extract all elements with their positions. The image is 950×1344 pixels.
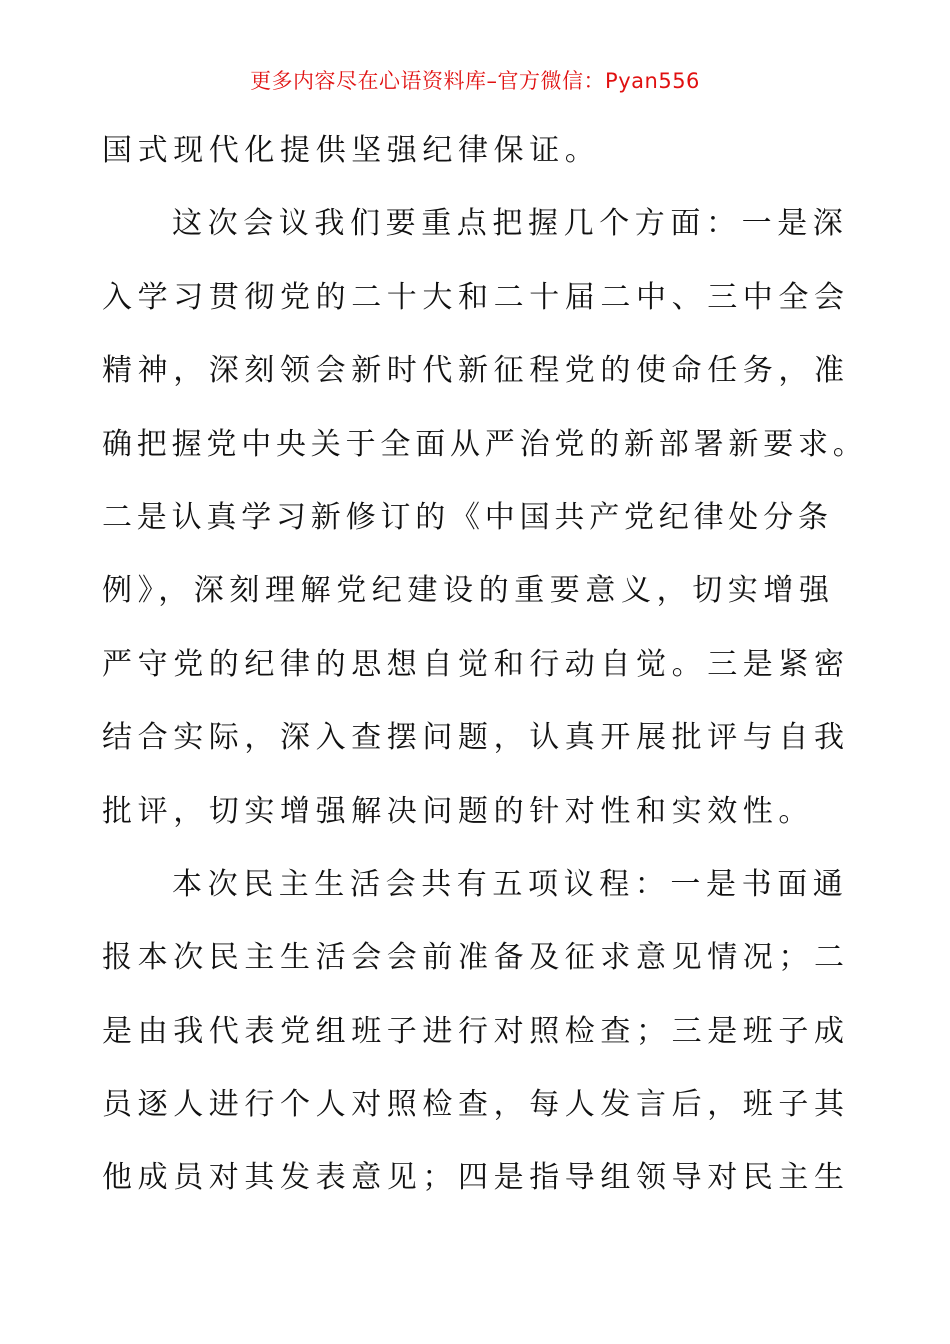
text-line: 精神，深刻领会新时代新征程党的使命任务，准 (102, 353, 850, 389)
paragraph-start-line: 这次会议我们要重点把握几个方面：一是深 (172, 206, 849, 242)
paragraph-start-line: 本次民主生活会共有五项议程：一是书面通 (172, 866, 849, 902)
text-line: 员逐人进行个人对照检查，每人发言后，班子其 (102, 1087, 850, 1123)
text-line: 确把握党中央关于全面从严治党的新部署新要求。 (102, 426, 868, 462)
text-line: 批评，切实增强解决问题的针对性和实效性。 (102, 793, 814, 829)
text-line: 二是认真学习新修订的《中国共产党纪律处分条 (102, 499, 833, 535)
text-line: 是由我代表党组班子进行对照检查；三是班子成 (102, 1013, 850, 1049)
watermark-header: 更多内容尽在心语资料库–官方微信：Pyan556 (250, 69, 700, 93)
text-line: 入学习贯彻党的二十大和二十届二中、三中全会 (102, 279, 850, 315)
text-line: 国式现代化提供坚强纪律保证。 (102, 133, 601, 168)
document-body (102, 126, 868, 1227)
text-line: 例》，深刻理解党纪建设的重要意义，切实增强 (102, 573, 835, 609)
text-line: 他成员对其发表意见；四是指导组领导对民主生 (102, 1160, 850, 1196)
text-line: 结合实际，深入查摆问题，认真开展批评与自我 (102, 720, 850, 756)
text-line: 报本次民主生活会会前准备及征求意见情况；二 (102, 940, 850, 976)
text-line: 严守党的纪律的思想自觉和行动自觉。三是紧密 (102, 646, 850, 682)
